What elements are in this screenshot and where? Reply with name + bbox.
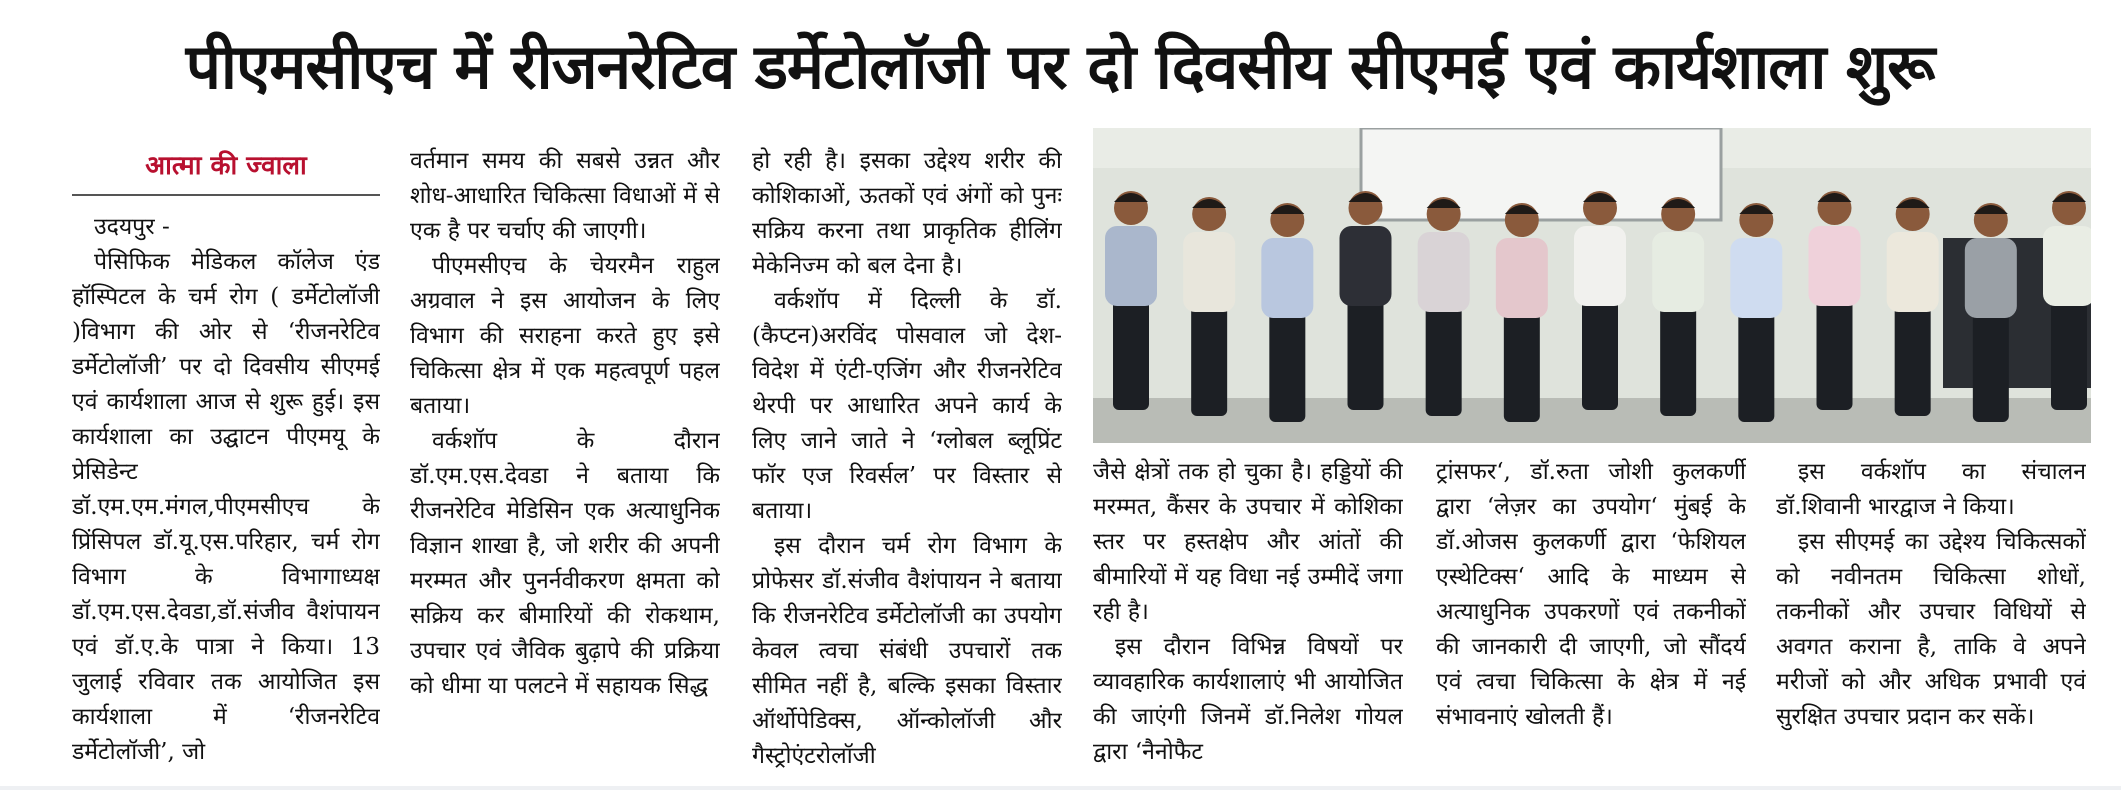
paragraph: जैसे क्षेत्रों तक हो चुका है। हड्डियों की मरम्मत, कैंसर के उपचार में कोशिका स्तर पर हस्तक्षेप और आंतों की बीमारियों में यह विधा नई उम्मीदें जगा रही है।: [1093, 459, 1403, 625]
person-shirt: [1887, 232, 1939, 312]
event-group-photo: [1093, 128, 2091, 443]
article-column-5: [1436, 455, 1746, 775]
person-shirt: [1340, 226, 1392, 306]
person-shirt: [1418, 232, 1470, 312]
article-column-2: [410, 144, 720, 779]
article-column-3: [752, 144, 1062, 779]
person-shirt: [1105, 226, 1157, 306]
group-photo-image: [1093, 128, 2091, 443]
paragraph: इस दौरान चर्म रोग विभाग के प्रोफेसर डॉ.संजीव वैशंपायन ने बताया कि रीजनरेटिव डर्मेटोलॉजी का उपयोग केवल त्वचा संबंधी उपचारों तक सीमित नहीं है, बल्कि इसका विस्तार ऑर्थोपेडिक्स, ऑन्कोलॉजी और गैस्ट्रोएंटरोलॉजी: [752, 533, 1062, 769]
byline-divider: [72, 194, 380, 196]
paragraph: वर्कशॉप के दौरान डॉ.एम.एस.देवडा ने बताया कि रीजनरेटिव मेडिसिन एक अत्याधुनिक विज्ञान शाखा है, जो शरीर की अपनी मरम्मत और पुनर्नवीकरण क्षमता को सक्रिय कर बीमारियों की रोकथाम, उपचार एवं जैविक बुढ़ापे की प्रक्रिया को धीमा या पलटने में सहायक सिद्ध: [410, 428, 720, 699]
person-shirt: [1809, 226, 1861, 306]
person-shirt: [1261, 238, 1313, 318]
person-shirt: [1652, 232, 1704, 312]
person-shirt: [1574, 226, 1626, 306]
paragraph: इस वर्कशॉप का संचालन डॉ.शिवानी भारद्वाज ने किया।: [1776, 459, 2086, 520]
paragraph: पीएमसीएच के चेयरमैन राहुल अग्रवाल ने इस आयोजन के लिए विभाग की सराहना करते हुए इसे चिकित्सा क्षेत्र में एक महत्वपूर्ण पहल बताया।: [410, 253, 720, 419]
paragraph: पेसिफिक मेडिकल कॉलेज एंड हॉस्पिटल के चर्म रोग ( डर्मेटोलॉजी )विभाग की ओर से ‘रीजनरेटिव डर्मेटोलॉजी’ पर दो दिवसीय सीएमई एवं कार्यशाला आज से शुरू हुई। इस कार्यशाला का उद्घाटन पीएमयू के प्रेसिडेन्ट डॉ.एम.एम.मंगल,पीएमसीएच के प्रिंसिपल डॉ.यू.एस.परिहार, चर्म रोग विभाग के विभागाध्यक्ष डॉ.एम.एस.देवडा,डॉ.संजीव वैशंपायन एवं डॉ.ए.के पात्रा ने किया। 13 जुलाई रविवार तक आयोजित इस कार्यशाला में ‘रीजनरेटिव डर्मेटोलॉजी’, जो: [72, 249, 380, 765]
page-bottom-rule: [0, 786, 2121, 790]
person-shirt: [1730, 238, 1782, 318]
person-shirt: [1965, 238, 2017, 318]
headline: पीएमसीएच में रीजनरेटिव डर्मेटोलॉजी पर दो दिवसीय सीएमई एवं कार्यशाला शुरू: [185, 30, 1935, 103]
article-column-6: [1776, 455, 2086, 775]
article-column-4: [1093, 455, 1403, 775]
paragraph: इस दौरान विभिन्न विषयों पर व्यावहारिक कार्यशालाएं भी आयोजित की जाएंगी जिनमें डॉ.निलेश गोयल द्वारा ‘नैनोफैट: [1093, 634, 1403, 765]
person-shirt: [1496, 238, 1548, 318]
paragraph: इस सीएमई का उद्देश्य चिकित्सकों को नवीनतम चिकित्सा शोधों, तकनीकों और उपचार विधियों से अवगत कराना है, ताकि वे अपने मरीजों को और अधिक प्रभावी एवं सुरक्षित उपचार प्रदान कर सकें।: [1776, 529, 2086, 730]
paragraph: ट्रांसफर‘, डॉ.रुता जोशी कुलकर्णी द्वारा ‘लेज़र का उपयोग‘ मुंबई के डॉ.ओजस कुलकर्णी द्वारा ‘फेशियल एस्थेटिक्स‘ आदि के माध्यम से अत्याधुनिक उपकरणों एवं तकनीकों की जानकारी दी जाएगी, जो सौंदर्य एवं त्वचा चिकित्सा के क्षेत्र में नई संभावनाएं खोलती हैं।: [1436, 459, 1746, 730]
person-shirt: [2043, 226, 2091, 306]
paragraph: वर्कशॉप में दिल्ली के डॉ.(कैप्टन)अरविंद पोसवाल जो देश-विदेश में एंटी-एजिंग और रीजनरेटिव थेरपी पर आधारित अपने कार्य के लिए जाने जाते ने ‘ग्लोबल ब्लूप्रिंट फॉर एज रिवर्सल’ पर विस्तार से बताया।: [752, 288, 1062, 524]
person-shirt: [1183, 232, 1235, 312]
paragraph: हो रही है। इसका उद्देश्य शरीर की कोशिकाओं, ऊतकों एवं अंगों को पुनः सक्रिय करना तथा प्राकृतिक हीलिंग मेकेनिज्म को बल देना है।: [752, 148, 1062, 279]
article-column-1: [72, 140, 380, 775]
byline: आत्मा की ज्वाला: [145, 151, 307, 181]
dateline: उदयपुर -: [94, 214, 170, 240]
paragraph: वर्तमान समय की सबसे उन्नत और शोध-आधारित चिकित्सा विधाओं में से एक है पर चर्चाए की जाएगी।: [410, 148, 720, 244]
